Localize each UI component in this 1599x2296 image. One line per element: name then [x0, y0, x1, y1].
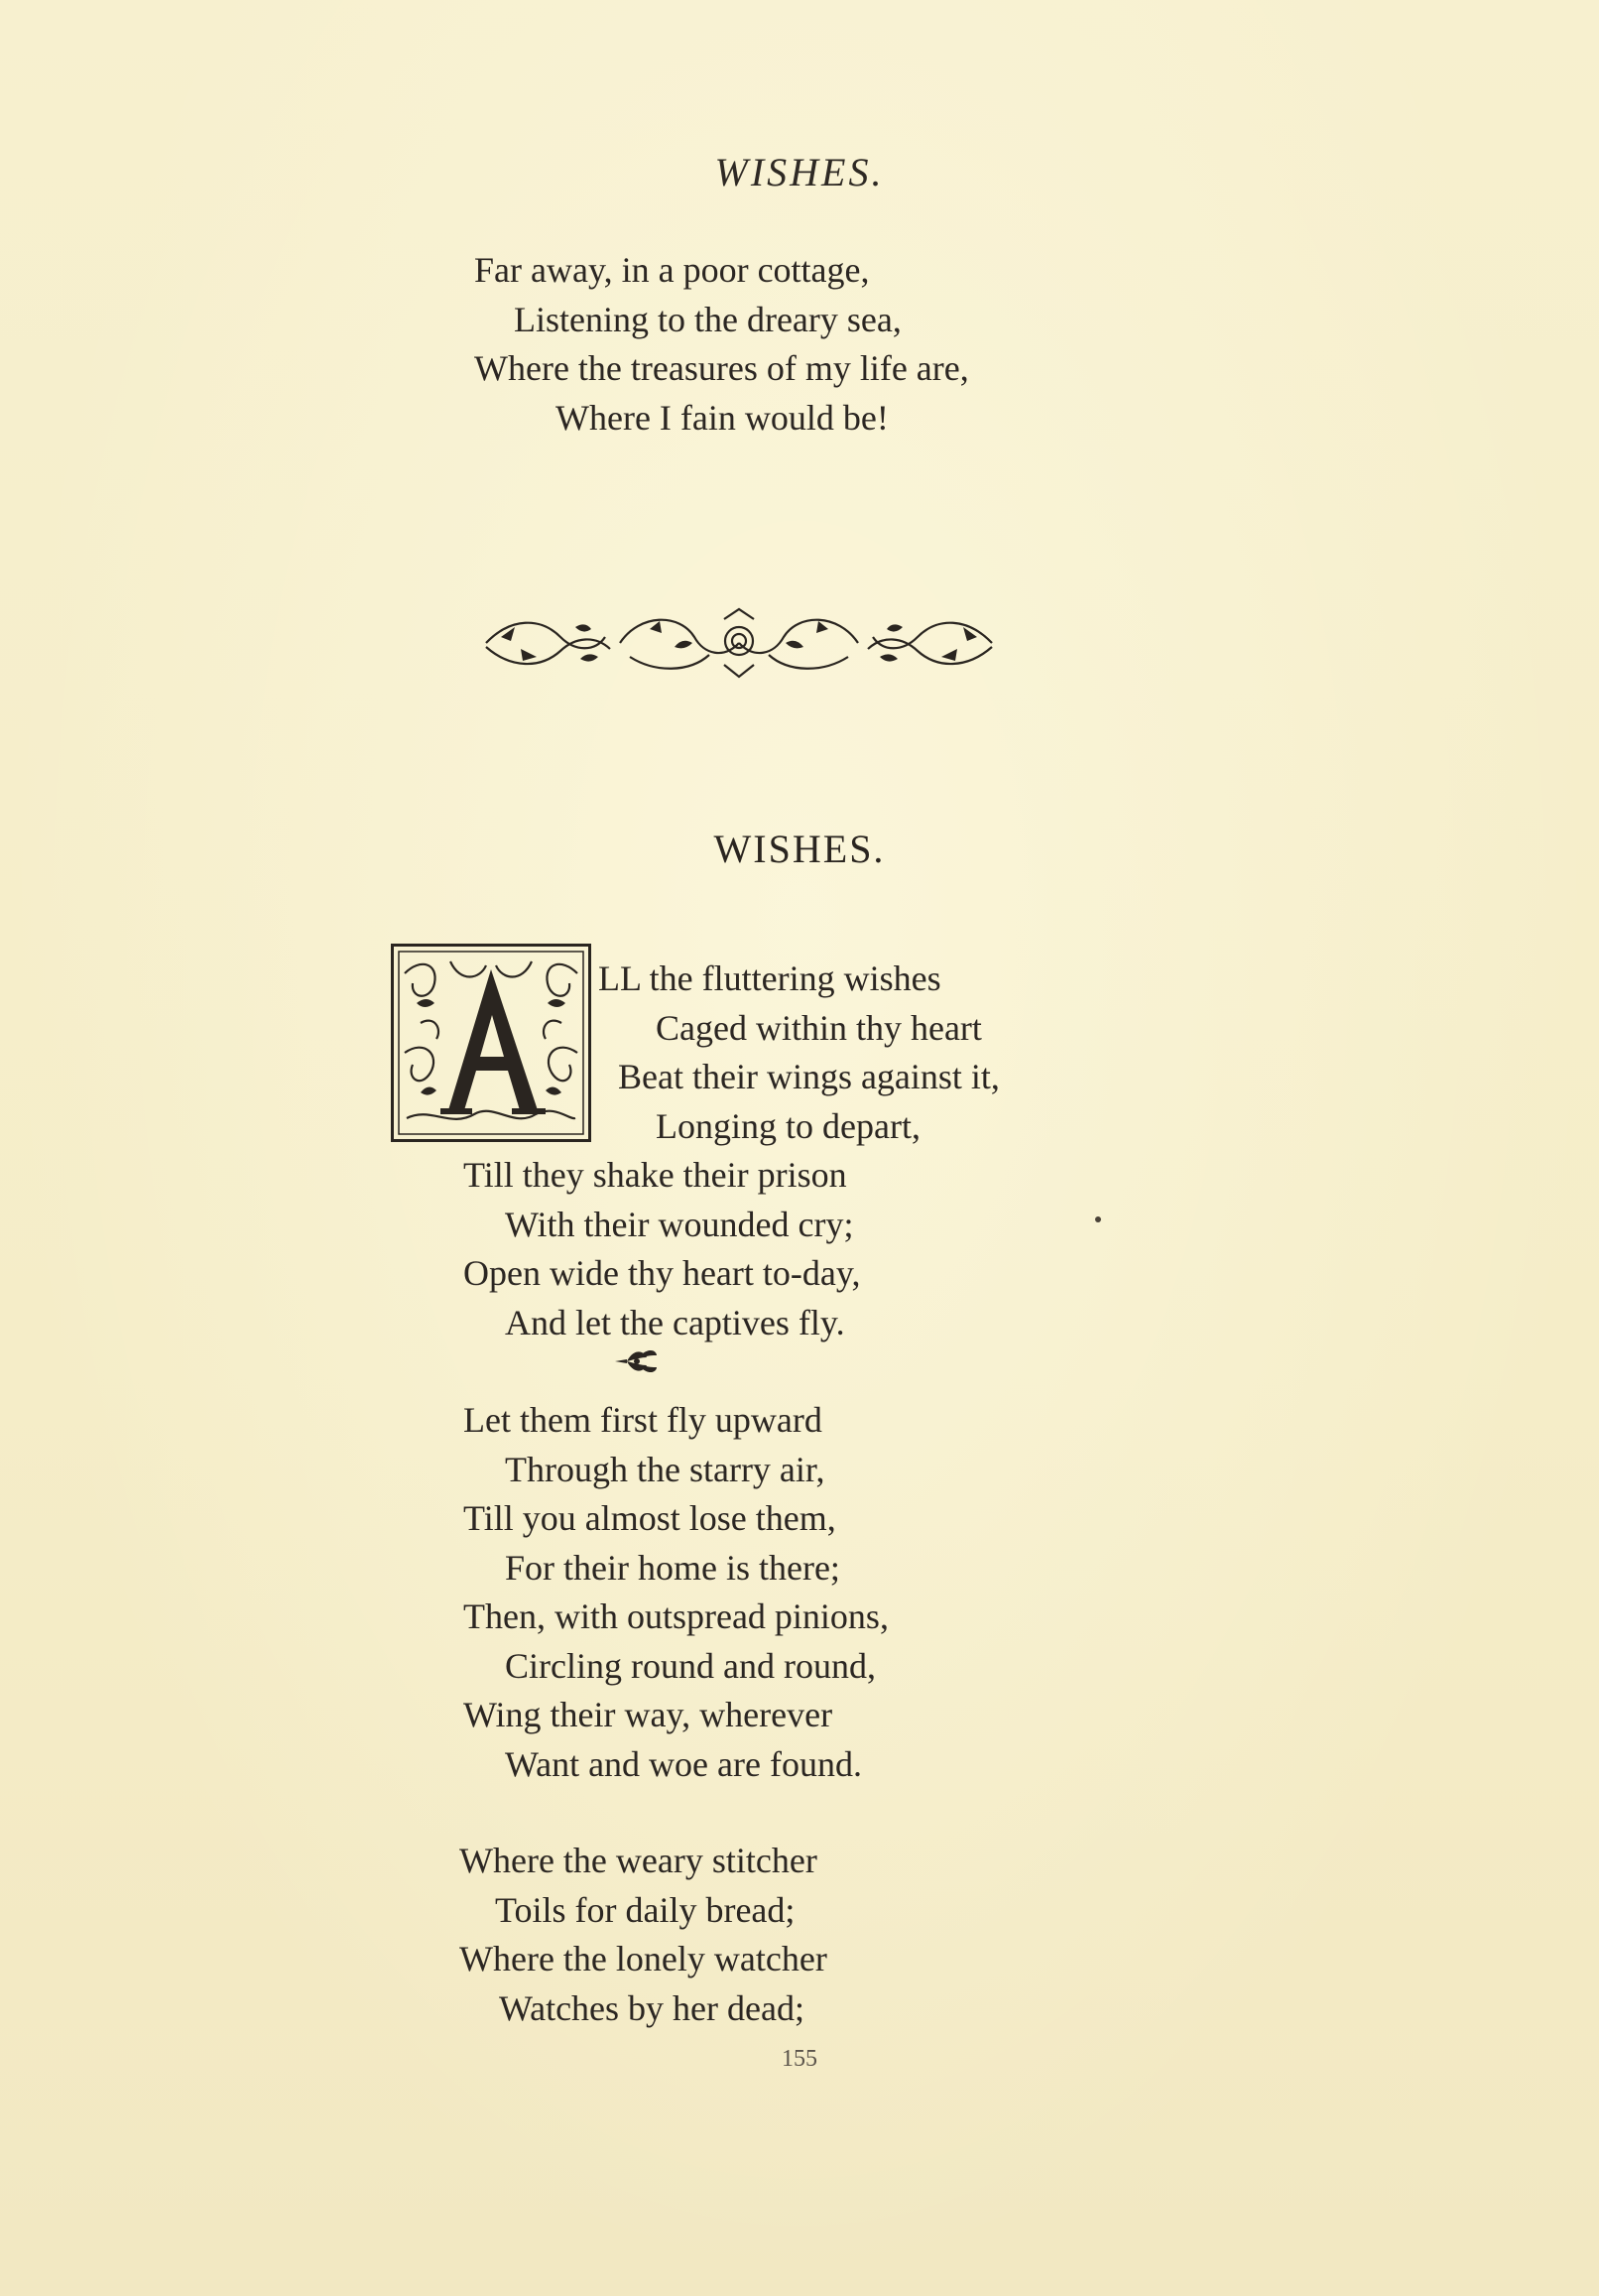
stanza-three	[459, 1837, 827, 2033]
poem-line: Till you almost lose them,	[463, 1498, 836, 1538]
poem-line: Far away, in a poor cottage,	[474, 250, 870, 290]
poem-line: Beat their wings against it,	[618, 1057, 1000, 1096]
floral-headpiece-ornament-icon	[481, 607, 997, 679]
poem-line: Where the lonely watcher	[459, 1939, 827, 1978]
poem-line: Then, with outspread pinions,	[463, 1596, 889, 1636]
stanza-one-continued	[463, 1151, 861, 1347]
poem-line: Longing to depart,	[656, 1105, 921, 1146]
poem-line: Where I fain would be!	[555, 397, 889, 438]
poem-line: With their wounded cry;	[505, 1204, 854, 1244]
poem-line: Caged within thy heart	[656, 1007, 982, 1048]
poem-line: Open wide thy heart to-day,	[463, 1253, 861, 1293]
opening-lines	[596, 955, 1000, 1151]
poem-line: Where the weary stitcher	[459, 1841, 817, 1880]
poem-title: WISHES.	[713, 827, 886, 871]
poem-line: Let them first fly upward	[463, 1400, 822, 1440]
poem-line: For their home is there;	[505, 1547, 840, 1588]
poem-line: Toils for daily bread;	[495, 1889, 796, 1930]
preceding-stanza	[474, 246, 969, 443]
poem-line: Through the starry air,	[505, 1449, 825, 1489]
poem-line: Wing their way, wherever	[463, 1695, 833, 1734]
poem-line: Where the treasures of my life are,	[474, 348, 969, 388]
poem-line: Watches by her dead;	[499, 1987, 804, 2028]
decorated-initial-letter-icon	[391, 944, 591, 1142]
poem-line: Till they shake their prison	[463, 1155, 847, 1195]
poem-line: And let the captives fly.	[505, 1302, 845, 1342]
fleuron-divider-icon	[613, 1345, 659, 1375]
running-head: WISHES.	[714, 150, 885, 194]
stanza-two	[463, 1396, 889, 1789]
drop-cap-letter: A	[391, 944, 392, 945]
poem-line: LL the fluttering wishes	[598, 958, 941, 998]
poem-line: Circling round and round,	[505, 1645, 876, 1686]
ink-speck	[1095, 1216, 1101, 1222]
poem-line: Want and woe are found.	[505, 1743, 862, 1784]
page-number: 155	[782, 2046, 817, 2072]
poem-line: Listening to the dreary sea,	[514, 299, 902, 339]
